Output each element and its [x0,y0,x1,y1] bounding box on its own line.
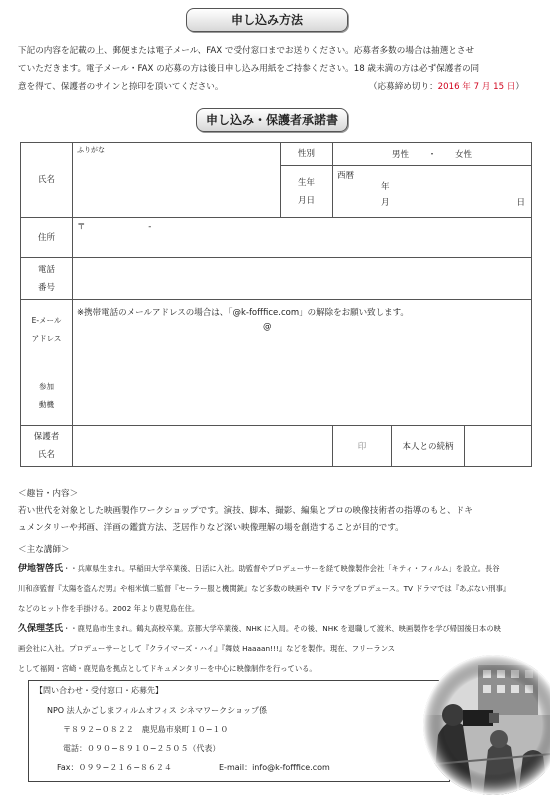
intro-paragraph [18,42,534,96]
birthdate-field[interactable] [333,166,532,218]
guardian-label-line1: 保護者 [33,432,60,442]
deadline-date: 2016 年 7 月 15 日 [437,82,516,92]
furigana-label: ふりがな [77,146,105,154]
contact-address: 〒８９２−０８２２ 鹿児島市泉町１０−１０ [63,725,229,734]
month-label: 月 [381,198,390,208]
guardian-label-line2: 氏名 [37,450,55,460]
lecturer-1-text: ・・兵庫県生まれ。早稲田大学卒業後、日活に入社。助監督やプロデューサーを経て映像製作会社「キティ・フィルム」を設立。長谷 [63,564,500,573]
intro-line [18,78,534,96]
name-label: 氏名 [21,143,73,218]
purpose-heading: ＜趣旨・内容＞ [18,489,79,499]
year-label: 年 [381,182,390,192]
film-crew-photo-image [423,655,550,795]
phone-label [21,258,73,300]
address-field[interactable] [73,218,532,258]
email-label-line1: E-メール [31,315,62,325]
contact-phone: 電話：０９０−８９１０−２５０５（代表） [63,744,221,753]
film-crew-photo [423,655,550,795]
lecturer-2-text: ・・鹿児島市生まれ。鶴丸高校卒業。京都大学卒業後、NHK に入局。その後、NHK を退職して渡米、映画製作を学び帰国後日本の映 [63,624,501,633]
gender-label: 性別 [281,143,333,166]
gender-field[interactable] [333,143,532,166]
intro-line: 下記の内容を記載の上、郵便または電子メール、FAX で受付窓口までお送りください。応募者多数の場合は抽選とさせ [18,46,475,56]
lecturer-1 [18,559,538,619]
guardian-name-field[interactable] [73,426,333,467]
gender-separator: ・ [427,150,437,160]
lecturer-1-name: 伊地智啓氏 [18,564,64,574]
contact-organization: NPO 法人かごしまフィルムオフィス シネマワークショップ係 [47,706,267,715]
motive-label-line1: 参加 [39,381,54,391]
purpose-line: ュメンタリーや邦画、洋画の鑑賞方法、芝居作りなど深い映像理解の場を創造することが目的です。 [18,523,404,533]
email-motive-field[interactable] [73,300,532,426]
contact-heading: 【問い合わせ・受付窓口・応募先】 [35,686,163,695]
gender-option-female[interactable]: 女性 [454,150,472,160]
name-field[interactable] [73,143,281,218]
phone-label-line2: 番号 [37,282,55,293]
intro-line: ていただきます。電子メール・FAX の応募の方は後日申し込み用紙をご持参ください。18 歳未満の方は必ず保護者の同 [18,64,480,74]
at-mark: @ [263,322,272,332]
day-label: 日 [516,198,525,208]
lecturer-2-name: 久保理茎氏 [18,624,64,634]
section-title-form: 申し込み・保護者承諾書 [196,108,348,132]
deadline-prefix: （応募締め切り： [368,82,438,92]
deadline-suffix: ） [515,82,524,92]
phone-field[interactable] [73,258,532,300]
lecturer-2-line1 [18,619,538,639]
postal-mark: 〒 [77,222,86,232]
lecturer-2-line2: 画会社に入社。プロデューサーとして『クライマーズ・ハイ』『舞妓 Haaaan!!!』などを製作。現在、フリーランス [18,644,396,653]
lecturer-1-line2: 川和彦監督『太陽を盗んだ男』や相米慎二監督『セーラー服と機関銃』など多数の映画や TV ドラマをプロデュース。TV ドラマでは『あぶない刑事』 [18,584,511,593]
address-label: 住所 [21,218,73,258]
motive-label-line2: 動機 [39,399,54,409]
postal-dash: - [148,222,152,232]
relation-field[interactable] [465,426,532,467]
gender-option-male[interactable]: 男性 [392,150,410,160]
email-label-line2: アドレス [31,333,62,343]
birthdate-label-line1: 生年 [297,177,315,188]
lecturer-1-line3: などのヒット作を手掛ける。2002 年より鹿児島在住。 [18,604,200,613]
intro-line-3: 意を得て、保護者のサインと捺印を頂いてください。 [18,82,224,92]
deadline [369,78,524,96]
contact-box [28,680,450,782]
guardian-label [21,426,73,467]
birthdate-label [281,166,333,218]
purpose-line: 若い世代を対象とした映画製作ワークショップです。演技、脚本、撮影、編集とプロの映像技術者の指導のもと、ドキ [18,506,473,516]
birthdate-label-line2: 月日 [297,195,315,206]
contact-fax: Fax：０９９−２１６−８６２４ [57,763,172,772]
purpose-section [18,486,538,537]
section-title-application-method: 申し込み方法 [186,8,348,32]
lecturers-section [18,542,538,679]
relation-label: 本人との続柄 [392,426,465,467]
lecturer-1-line1 [18,559,538,579]
email-motive-label [21,300,73,426]
email-note: ※携帯電話のメールアドレスの場合は、「@k-fofffice.com」の解除をお願い致します。 [77,308,409,318]
phone-label-line1: 電話 [37,264,55,275]
era-label: 西暦 [337,171,355,181]
contact-email[interactable]: E-mail：info@k-fofffice.com [219,763,330,772]
lecturer-2-line3: として福岡・宮崎・鹿児島を拠点としてドキュメンタリーを中心に映像制作を行っている。 [18,664,317,673]
lecturers-heading: ＜主な講師＞ [18,545,70,555]
seal-mark: 印 [333,426,392,467]
application-form [20,142,532,467]
